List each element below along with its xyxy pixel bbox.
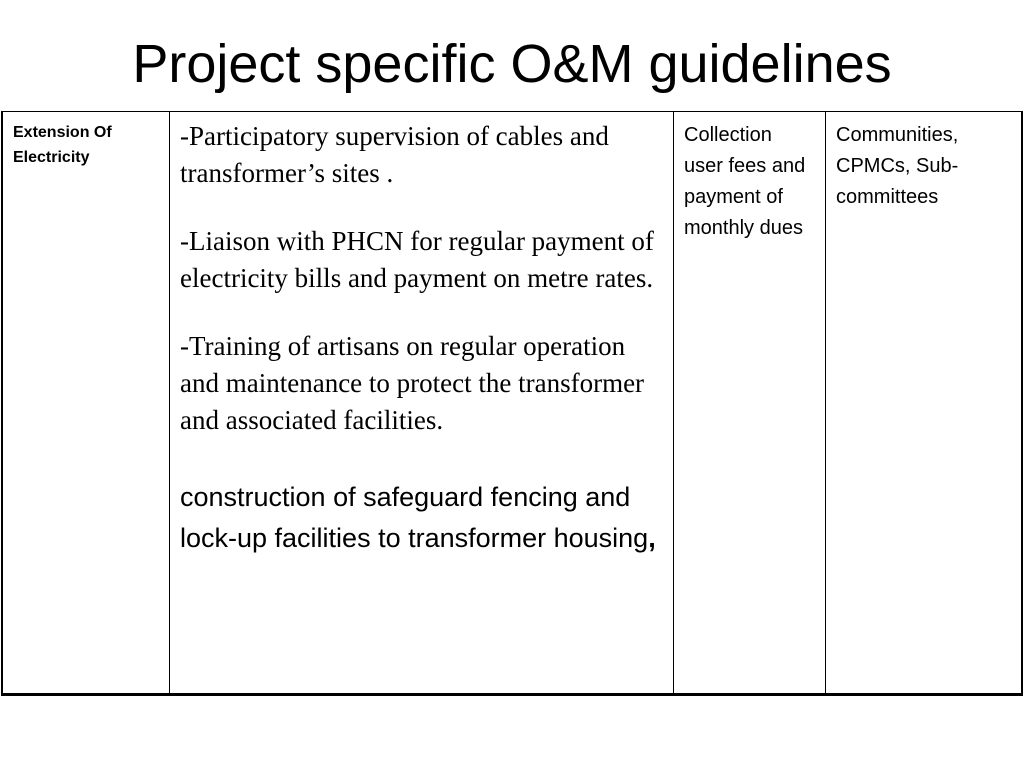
funding-cell	[674, 112, 826, 695]
activities-cell	[170, 112, 674, 695]
responsible-text: Communities, CPMCs, Sub-committees	[836, 124, 959, 208]
activity-item-extra	[180, 477, 665, 559]
funding-text: Collection user fees and payment of monthly dues	[684, 124, 806, 239]
activity-extra-text: construction of safeguard fencing and lock-up facilities to transformer housing	[180, 482, 649, 553]
slide-title: Project specific O&M guidelines	[132, 34, 892, 94]
activity-extra-comma: ,	[648, 523, 656, 553]
activity-item: -Liaison with PHCN for regular payment of electricity bills and payment on metre rates.	[180, 226, 654, 293]
project-name: Extension Of Electricity	[13, 124, 112, 166]
guidelines-table	[1, 111, 1023, 696]
responsible-cell	[826, 112, 1023, 695]
activities-list	[170, 112, 673, 559]
activity-item: -Participatory supervision of cables and transformer’s sites .	[180, 121, 609, 188]
activity-item: -Training of artisans on regular operation and maintenance to protect the transformer and associated facilities.	[180, 331, 645, 435]
table-row	[2, 112, 1022, 695]
project-cell	[2, 112, 170, 695]
